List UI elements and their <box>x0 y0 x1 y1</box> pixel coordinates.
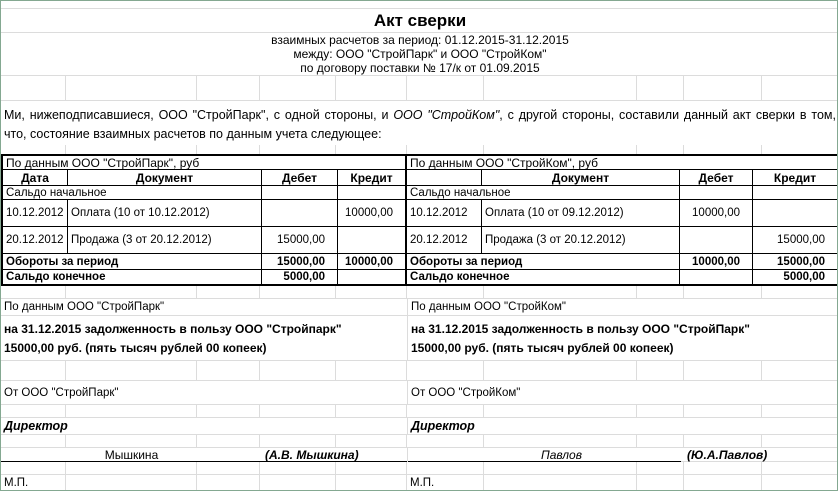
grid-cell <box>197 448 260 461</box>
grid-cell <box>66 405 197 417</box>
grid-cell <box>408 448 485 461</box>
grid-cell <box>1 76 66 100</box>
by-data-label-right: По данным ООО "СтройКом" <box>407 299 838 315</box>
grid-cell <box>66 435 197 447</box>
cell-date: 10.12.2012 <box>407 200 482 226</box>
empty-grid-row <box>1 145 838 154</box>
subtitle-period-row <box>1 33 838 47</box>
cell-debit: 15000,00 <box>262 254 338 269</box>
preamble-part3: , с другой стороны, составили данный акт сверки в том, что, состояние взаимных расчетов по данным учета следующее: <box>4 108 836 141</box>
empty-grid-row <box>1 286 838 299</box>
grid-cell <box>638 448 681 461</box>
grid-cell <box>407 405 484 417</box>
stamp-row <box>1 475 838 490</box>
director-row <box>1 418 838 435</box>
grid-cell <box>637 435 684 447</box>
grid-cell <box>407 145 484 154</box>
signature-block-right <box>407 448 838 462</box>
grid-cell <box>407 286 484 298</box>
grid-cell <box>407 76 484 100</box>
preamble-text <box>1 101 838 145</box>
right-table <box>407 154 838 286</box>
grid-cell <box>762 462 838 474</box>
grid-cell <box>484 462 637 474</box>
empty-grid-row <box>1 361 838 381</box>
col-header-credit: Кредит <box>773 170 817 185</box>
grid-cell <box>684 475 762 490</box>
grid-cell <box>684 361 762 380</box>
grid-cell <box>336 76 407 100</box>
debt-statement-row <box>1 316 838 361</box>
from-label-left: От ООО "СтройПарк" <box>4 386 119 399</box>
table-row <box>3 227 405 254</box>
grid-cell <box>762 145 838 154</box>
grid-cell <box>484 145 637 154</box>
signature-name: Павлов <box>541 448 582 462</box>
grid-cell <box>637 475 684 490</box>
from-label-right: От ООО "СтройКом" <box>407 381 838 404</box>
grid-cell <box>637 405 684 417</box>
grid-cell <box>762 361 838 380</box>
debt-line2: 15000,00 руб. (пять тысяч рублей 00 копеек) <box>4 341 267 355</box>
cell-debit <box>680 186 753 199</box>
row-turnover <box>3 254 405 270</box>
grid-cell <box>1 286 66 298</box>
empty-grid-row <box>1 435 838 448</box>
grid-cell <box>260 361 336 380</box>
cell-debit <box>680 270 753 284</box>
grid-cell <box>66 462 197 474</box>
grid-cell <box>684 462 762 474</box>
grid-cell <box>336 405 407 417</box>
table-row <box>3 200 405 227</box>
signature-name: Мышкина <box>104 448 159 462</box>
table-row <box>407 200 837 227</box>
cell-debit <box>680 227 753 253</box>
stamp-label-left: М.П. <box>1 475 66 490</box>
cell-date: 20.12.2012 <box>407 227 482 253</box>
cell-credit <box>753 200 837 226</box>
row-turnover <box>407 254 837 270</box>
grid-cell <box>637 76 684 100</box>
grid-cell <box>637 286 684 298</box>
debt-line1: на 31.12.2015 задолженность в пользу ООО "СтройПарк" <box>411 322 750 336</box>
spacer-row <box>1 1 838 9</box>
from-row <box>1 381 838 405</box>
grid-cell <box>484 361 637 380</box>
grid-cell <box>484 405 637 417</box>
grid-cell <box>484 286 637 298</box>
grid-cell <box>260 405 336 417</box>
table-row <box>407 227 837 254</box>
empty-grid-row <box>1 76 838 101</box>
signature-line <box>408 448 681 462</box>
opening-balance-label: Сальдо начальное <box>3 186 262 199</box>
by-data-row <box>1 299 838 316</box>
stamp-label-right: М.П. <box>407 475 484 490</box>
grid-cell <box>197 435 260 447</box>
grid-cell <box>684 405 762 417</box>
grid-cell <box>1 435 66 447</box>
grid-cell <box>66 145 197 154</box>
grid-cell <box>407 462 484 474</box>
grid-cell <box>407 361 484 380</box>
empty-grid-row <box>1 405 838 418</box>
cell-debit <box>262 186 338 199</box>
grid-cell <box>66 475 197 490</box>
left-table <box>1 154 407 286</box>
grid-cell <box>484 435 637 447</box>
director-label-left: Директор <box>4 419 68 433</box>
grid-cell <box>762 435 838 447</box>
turnover-label: Обороты за период <box>3 254 262 269</box>
grid-cell <box>260 145 336 154</box>
grid-cell <box>684 286 762 298</box>
grid-cell <box>762 475 838 490</box>
grid-cell <box>762 286 838 298</box>
cell-credit: 10000,00 <box>345 255 393 268</box>
left-table-header-row <box>3 170 405 186</box>
cell-debit <box>262 200 338 226</box>
grid-cell <box>484 76 637 100</box>
col-header-debit: Дебет <box>680 170 753 185</box>
right-table-header-row <box>407 170 837 186</box>
cell-credit: 15000,00 <box>777 255 825 268</box>
grid-cell <box>66 361 197 380</box>
signature-decode: (Ю.А.Павлов) <box>681 448 838 462</box>
cell-credit <box>338 270 405 284</box>
cell-debit: 10000,00 <box>680 200 753 226</box>
right-table-title: По данным ООО "СтройКом", руб <box>407 156 837 170</box>
grid-cell <box>1 405 66 417</box>
col-header-date: Дата <box>3 170 68 185</box>
title-row <box>1 9 838 33</box>
grid-cell <box>684 145 762 154</box>
subtitle-parties: между: ООО "СтройПарк" и ООО "СтройКом" <box>293 47 547 61</box>
grid-cell <box>336 435 407 447</box>
debt-statement-right <box>407 316 838 360</box>
cell-credit: 10000,00 <box>345 207 393 219</box>
grid-cell <box>260 76 336 100</box>
grid-cell <box>260 462 336 474</box>
grid-cell <box>1 145 66 154</box>
debt-line2: 15000,00 руб. (пять тысяч рублей 00 копеек) <box>411 341 674 355</box>
grid-cell <box>1 448 66 461</box>
grid-cell <box>336 475 407 490</box>
grid-cell <box>260 286 336 298</box>
preamble-part1: Ми, нижеподписавшиеся, ООО "СтройПарк", с одной стороны, и <box>4 108 394 122</box>
subtitle-parties-row <box>1 47 838 61</box>
grid-cell <box>484 475 637 490</box>
col-header-debit: Дебет <box>262 170 338 185</box>
closing-balance-label: Сальдо конечное <box>407 270 680 284</box>
grid-cell <box>637 361 684 380</box>
page-title: Акт сверки <box>373 10 467 30</box>
grid-cell <box>407 435 484 447</box>
cell-credit: 5000,00 <box>783 271 825 283</box>
subtitle-period: взаимных расчетов за период: 01.12.2015-31.12.2015 <box>271 33 569 47</box>
grid-cell <box>1 462 66 474</box>
row-closing-balance <box>3 270 405 284</box>
grid-cell <box>260 475 336 490</box>
cell-debit: 10000,00 <box>680 254 753 269</box>
cell-document: Оплата (10 от 09.12.2012) <box>482 200 680 226</box>
signature-row <box>1 448 838 462</box>
col-header-date <box>407 170 482 185</box>
row-closing-balance <box>407 270 837 284</box>
grid-cell <box>197 361 260 380</box>
cell-credit: 15000,00 <box>777 234 825 246</box>
grid-cell <box>762 76 838 100</box>
cell-credit <box>338 186 405 199</box>
grid-cell <box>197 286 260 298</box>
cell-credit <box>753 186 837 199</box>
cell-date: 10.12.2012 <box>3 200 68 226</box>
cell-credit <box>338 227 405 253</box>
opening-balance-label: Сальдо начальное <box>407 186 680 199</box>
subtitle-contract: по договору поставки № 17/к от 01.09.2015 <box>300 61 540 75</box>
grid-cell <box>762 405 838 417</box>
grid-cell <box>684 435 762 447</box>
director-label-right: Директор <box>407 418 838 434</box>
cell-debit: 15000,00 <box>262 227 338 253</box>
grid-cell <box>637 145 684 154</box>
grid-cell <box>66 286 197 298</box>
grid-cell <box>197 405 260 417</box>
col-header-document: Документ <box>482 170 680 185</box>
by-data-label-left: По данным ООО "СтройПарк" <box>4 301 165 313</box>
signature-decode: (А.В. Мышкина) <box>265 448 359 462</box>
grid-cell <box>336 286 407 298</box>
cell-document: Оплата (10 от 10.12.2012) <box>68 200 262 226</box>
debt-statement-left <box>1 316 407 360</box>
cell-document: Продажа (3 от 20.12.2012) <box>68 227 262 253</box>
grid-cell <box>336 361 407 380</box>
debt-line1: на 31.12.2015 задолженность в пользу ООО "Стройпарк" <box>4 322 342 336</box>
col-header-document: Документ <box>68 170 262 185</box>
tables-row <box>1 154 838 286</box>
cell-date: 20.12.2012 <box>3 227 68 253</box>
grid-cell <box>336 145 407 154</box>
grid-cell <box>1 361 66 380</box>
row-opening-balance <box>3 186 405 200</box>
empty-grid-row <box>1 462 838 475</box>
grid-cell <box>197 462 260 474</box>
subtitle-contract-row <box>1 61 838 76</box>
closing-balance-label: Сальдо конечное <box>3 270 262 284</box>
cell-debit: 5000,00 <box>262 270 338 284</box>
preamble-part2: ООО "СтройКом" <box>393 108 500 122</box>
cell-document: Продажа (3 от 20.12.2012) <box>482 227 680 253</box>
grid-cell <box>197 145 260 154</box>
grid-cell <box>197 475 260 490</box>
grid-cell <box>260 435 336 447</box>
left-table-title: По данным ООО "СтройПарк", руб <box>3 156 405 170</box>
grid-cell <box>684 76 762 100</box>
grid-cell <box>66 76 197 100</box>
grid-cell <box>637 462 684 474</box>
signature-block-left <box>1 448 407 462</box>
col-header-credit: Кредит <box>350 170 393 185</box>
grid-cell <box>336 462 407 474</box>
grid-cell <box>197 76 260 100</box>
row-opening-balance <box>407 186 837 200</box>
turnover-label: Обороты за период <box>407 254 680 269</box>
